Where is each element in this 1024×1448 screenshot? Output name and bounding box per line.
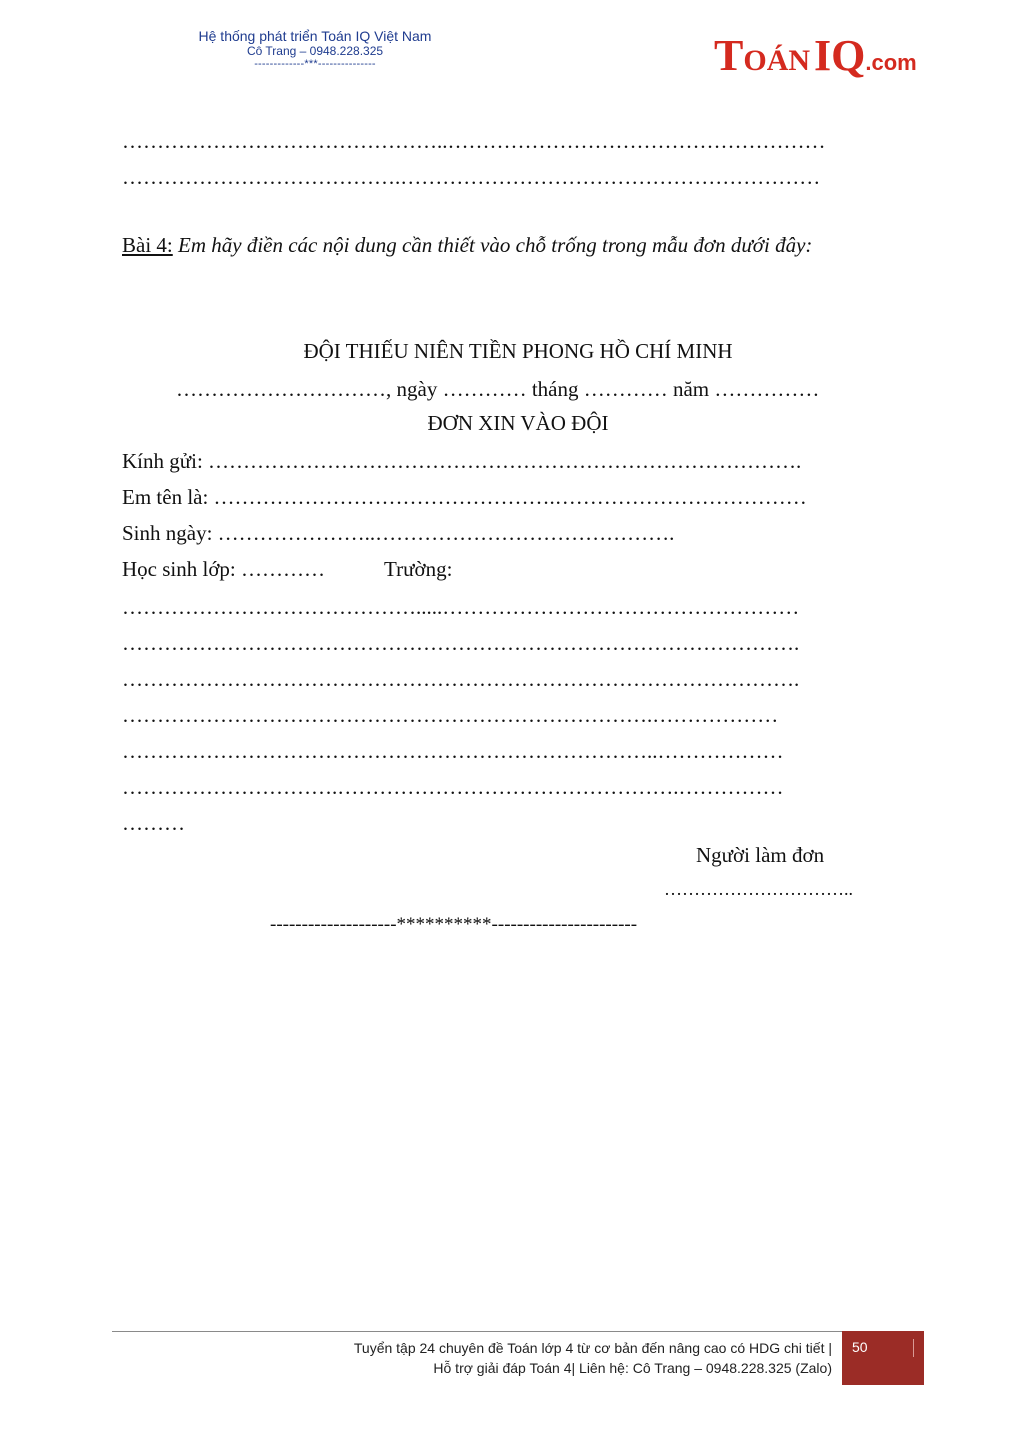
prev-answer-line-2: ………………………………….…………………………………………………… xyxy=(122,165,821,189)
page-number: 50 xyxy=(852,1339,868,1355)
page-number-divider xyxy=(913,1339,914,1357)
form-dob: Sinh ngày: …………………..……………………………………. xyxy=(122,521,675,545)
form-body-line-4: ………………………………………………………………….……………… xyxy=(122,703,779,727)
form-title: ĐƠN XIN VÀO ĐỘI xyxy=(427,411,609,435)
form-date-line: …………………………, ngày ………… tháng ………… năm …………… xyxy=(176,377,820,401)
task-4 xyxy=(122,226,912,264)
task-label: Bài 4: xyxy=(122,233,173,257)
toaniq-logo xyxy=(714,30,917,80)
task-text: Em hãy điền các nội dung cần thiết vào chỗ trống trong mẫu đơn dưới đây: xyxy=(178,233,813,257)
logo-iq: IQ xyxy=(814,31,866,80)
footer-text xyxy=(354,1338,832,1378)
form-body-line-6: ………………………….………………………………………….…………… xyxy=(122,775,784,799)
logo-t: T xyxy=(714,31,744,80)
page-number-box xyxy=(842,1331,924,1385)
form-school: Trường: xyxy=(384,557,453,581)
form-body-line-5: …………………………………………………………………..……………… xyxy=(122,739,784,763)
form-name: Em tên là: ………………………………………….……………………………… xyxy=(122,485,807,509)
header-info xyxy=(150,28,480,70)
form-body-tail: ……… xyxy=(122,811,185,835)
form-class: Học sinh lớp: ………… xyxy=(122,557,326,581)
logo-oan: OÁN xyxy=(743,44,811,77)
form-recipient: Kính gửi: …………………………………………………………………………. xyxy=(122,449,802,473)
header-separator: -------------***--------------- xyxy=(254,58,376,70)
form-org-title: ĐỘI THIẾU NIÊN TIỀN PHONG HỒ CHÍ MINH xyxy=(303,339,733,363)
logo-tld: .com xyxy=(865,50,917,75)
prev-answer-line-1: ………………………………………..……………………………………………… xyxy=(122,129,826,153)
form-body-line-1: …………………………………….....…………………………………………… xyxy=(122,595,800,619)
signer-dots: ………………………….. xyxy=(664,879,853,899)
footer-line-1: Tuyển tập 24 chuyên đề Toán lớp 4 từ cơ bản đến nâng cao có HDG chi tiết | xyxy=(353,1340,832,1356)
header-org: Hệ thống phát triển Toán IQ Việt Nam xyxy=(198,28,432,44)
end-rule: --------------------**********----------------------- xyxy=(270,914,638,935)
footer-rule xyxy=(112,1331,842,1332)
form-body-line-3: ……………………………………………………………………………………. xyxy=(122,667,800,691)
form-body-line-2: ……………………………………………………………………………………. xyxy=(122,631,800,655)
footer-line-2: Hỗ trợ giải đáp Toán 4| Liên hệ: Cô Trang – 0948.228.325 (Zalo) xyxy=(433,1360,832,1376)
header-contact: Cô Trang – 0948.228.325 xyxy=(246,44,384,58)
signer-label: Người làm đơn xyxy=(696,843,825,867)
